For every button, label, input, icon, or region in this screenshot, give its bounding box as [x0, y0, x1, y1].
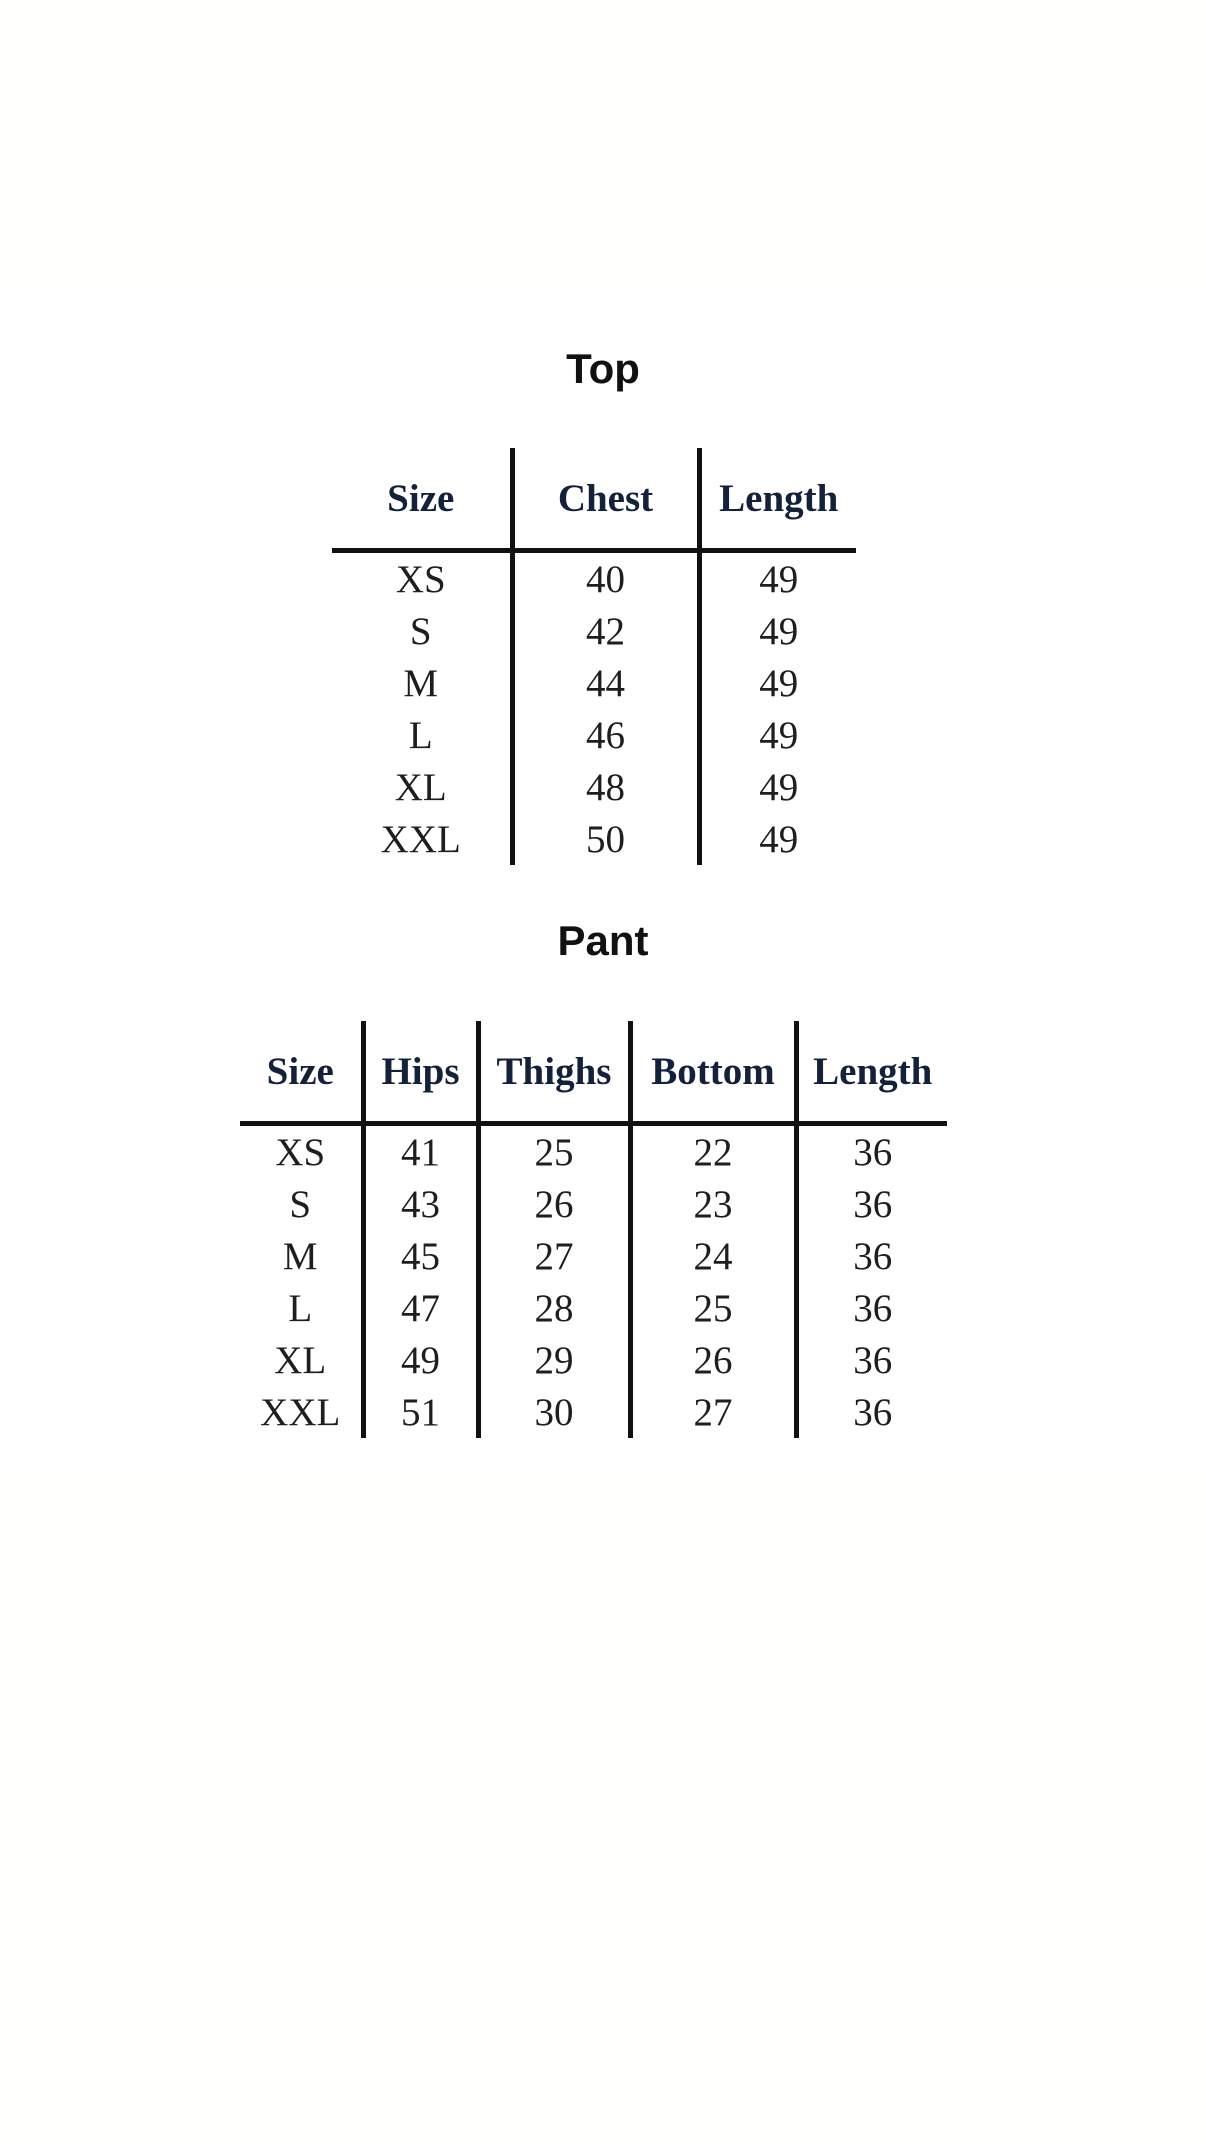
- size-cell: M: [403, 661, 439, 705]
- size-cell: S: [409, 609, 432, 653]
- measurement-cell: 50: [512, 813, 699, 865]
- size-cell: M: [282, 1234, 318, 1278]
- size-cell: S: [289, 1182, 312, 1226]
- measurement-cell: 41: [363, 1124, 478, 1179]
- measurement-cell: 36: [796, 1178, 947, 1230]
- measurement-cell: 47: [363, 1282, 478, 1334]
- measurement-cell: 25: [478, 1124, 630, 1179]
- column-header-thighs: Thighs: [478, 1021, 630, 1124]
- table-row: [332, 657, 856, 709]
- size-cell: L: [288, 1286, 313, 1330]
- pant-table-body: [240, 1124, 947, 1439]
- measurement-cell: 29: [478, 1334, 630, 1386]
- measurement-cell: 46: [512, 709, 699, 761]
- measurement-cell: 23: [630, 1178, 796, 1230]
- measurement-cell: 49: [363, 1334, 478, 1386]
- column-header-hips: Hips: [363, 1021, 478, 1124]
- pant-section-title: Pant: [557, 917, 649, 964]
- measurement-cell: 49: [699, 813, 856, 865]
- measurement-cell: 36: [796, 1230, 947, 1282]
- column-header-chest: Chest: [512, 448, 699, 551]
- table-row: [240, 1386, 947, 1438]
- top-size-table: [332, 448, 856, 865]
- measurement-cell: 28: [478, 1282, 630, 1334]
- column-header-length: Length: [796, 1021, 947, 1124]
- table-header-row: [240, 1021, 947, 1124]
- measurement-cell: 49: [699, 709, 856, 761]
- measurement-cell: 45: [363, 1230, 478, 1282]
- column-header-length: Length: [699, 448, 856, 551]
- table-row: [332, 709, 856, 761]
- measurement-cell: 49: [699, 551, 856, 606]
- table-row: [240, 1124, 947, 1179]
- table-row: [240, 1230, 947, 1282]
- measurement-cell: 48: [512, 761, 699, 813]
- column-header-size: Size: [240, 1021, 363, 1124]
- size-cell: XL: [394, 765, 447, 809]
- size-cell: XL: [274, 1338, 327, 1382]
- measurement-cell: 30: [478, 1386, 630, 1438]
- column-header-size: Size: [332, 448, 512, 551]
- table-header-row: [332, 448, 856, 551]
- top-table-body: [332, 551, 856, 866]
- measurement-cell: 49: [699, 605, 856, 657]
- table-row: [240, 1334, 947, 1386]
- measurement-cell: 36: [796, 1386, 947, 1438]
- top-section-title: Top: [566, 345, 640, 392]
- size-cell: XXL: [380, 817, 461, 861]
- table-row: [332, 813, 856, 865]
- table-row: [240, 1178, 947, 1230]
- measurement-cell: 44: [512, 657, 699, 709]
- measurement-cell: 22: [630, 1124, 796, 1179]
- measurement-cell: 51: [363, 1386, 478, 1438]
- size-cell: XXL: [260, 1390, 341, 1434]
- measurement-cell: 27: [630, 1386, 796, 1438]
- measurement-cell: 42: [512, 605, 699, 657]
- measurement-cell: 36: [796, 1124, 947, 1179]
- measurement-cell: 27: [478, 1230, 630, 1282]
- measurement-cell: 26: [630, 1334, 796, 1386]
- size-cell: L: [408, 713, 433, 757]
- table-row: [332, 761, 856, 813]
- measurement-cell: 40: [512, 551, 699, 606]
- measurement-cell: 26: [478, 1178, 630, 1230]
- table-row: [240, 1282, 947, 1334]
- size-cell: XS: [395, 557, 446, 601]
- table-row: [332, 551, 856, 606]
- measurement-cell: 43: [363, 1178, 478, 1230]
- measurement-cell: 24: [630, 1230, 796, 1282]
- size-cell: XS: [275, 1130, 326, 1174]
- measurement-cell: 36: [796, 1282, 947, 1334]
- measurement-cell: 49: [699, 761, 856, 813]
- pant-size-table: [240, 1021, 947, 1438]
- measurement-cell: 49: [699, 657, 856, 709]
- measurement-cell: 25: [630, 1282, 796, 1334]
- measurement-cell: 36: [796, 1334, 947, 1386]
- table-row: [332, 605, 856, 657]
- column-header-bottom: Bottom: [630, 1021, 796, 1124]
